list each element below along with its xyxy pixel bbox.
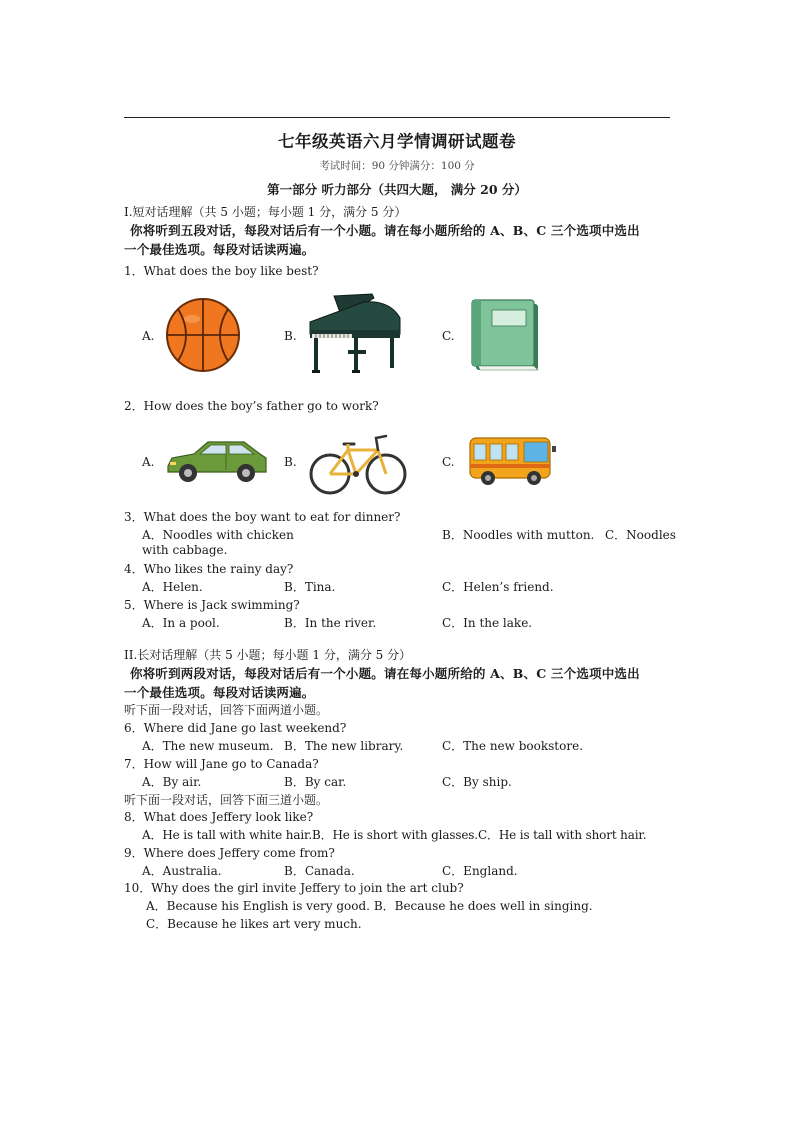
q3-option-c: C．Noodles [605,528,676,542]
top-rule [124,117,670,118]
book-icon [468,298,542,374]
q4-option-c: C．Helen’s friend. [442,580,554,594]
q6-option-b: B．The new library. [284,739,404,753]
q3-option-b: B．Noodles with mutton. [442,528,595,542]
q9-option-c: C．England. [442,864,518,878]
page-title: 七年级英语六月学情调研试题卷 [278,132,516,151]
section1-heading: I.短对话理解（共 5 小题；每小题 1 分，满分 5 分） [124,205,407,219]
q2-option-c-label: C. [442,455,455,469]
q1-option-b-label: B. [284,329,297,343]
q9-option-b: B．Canada. [284,864,355,878]
exam-info: 考试时间：90 分钟满分：100 分 [319,160,475,172]
section2-instruction-2: 一个最佳选项。每段对话读两遍。 [124,685,315,700]
q5-option-a: A．In a pool. [142,616,220,630]
q6-option-a: A．The new museum. [142,739,274,753]
q1-option-c-label: C. [442,329,455,343]
q8-options: A．He is tall with white hair.B．He is short with glasses.C．He is tall with short hair. [142,828,647,842]
q7-option-c: C．By ship. [442,775,512,789]
q4-option-a: A．Helen. [142,580,203,594]
q5-option-b: B．In the river. [284,616,377,630]
q3-option-c-continued: with cabbage. [142,543,228,557]
q6-option-c: C．The new bookstore. [442,739,584,753]
q4-option-b: B．Tina. [284,580,336,594]
bus-icon [468,434,560,488]
question-7: 7．How will Jane go to Canada? [124,757,319,771]
q1-option-a-label: A. [142,329,155,343]
bicycle-icon [308,430,408,496]
car-icon [164,436,270,486]
question-8: 8．What does Jeffery look like? [124,810,314,824]
section1-instruction-2: 一个最佳选项。每段对话读两遍。 [124,242,315,257]
question-1: 1．What does the boy like best? [124,264,319,278]
q2-option-b-label: B. [284,455,297,469]
q9-option-a: A．Australia. [142,864,222,878]
piano-icon [304,292,404,376]
q10-options-ab: A．Because his English is very good. B．Because he does well in singing. [146,899,593,913]
q2-option-a-label: A. [142,455,155,469]
dialogue-note-2: 听下面一段对话，回答下面三道小题。 [124,793,329,807]
question-6: 6．Where did Jane go last weekend? [124,721,347,735]
q7-option-a: A．By air. [142,775,202,789]
question-2: 2．How does the boy’s father go to work? [124,399,379,413]
basketball-icon [164,297,242,373]
question-3: 3．What does the boy want to eat for dinner? [124,510,401,524]
dialogue-note-1: 听下面一段对话，回答下面两道小题。 [124,703,329,717]
section2-instruction-1: 你将听到两段对话，每段对话后有一个小题。请在每小题所给的 A、B、C 三个选项中选出 [130,666,640,681]
q3-option-a: A．Noodles with chicken [142,528,294,542]
section2-heading: II.长对话理解（共 5 小题；每小题 1 分，满分 5 分） [124,648,412,662]
q5-option-c: C．In the lake. [442,616,533,630]
question-10: 10．Why does the girl invite Jeffery to join the art club? [124,881,464,895]
question-9: 9．Where does Jeffery come from? [124,846,335,860]
section1-instruction-1: 你将听到五段对话，每段对话后有一个小题。请在每小题所给的 A、B、C 三个选项中选出 [130,223,640,238]
question-5: 5．Where is Jack swimming? [124,598,300,612]
part-heading: 第一部分 听力部分（共四大题， 满分 20 分） [267,182,527,197]
q7-option-b: B．By car. [284,775,347,789]
q10-option-c: C．Because he likes art very much. [146,917,362,931]
question-4: 4．Who likes the rainy day? [124,562,294,576]
